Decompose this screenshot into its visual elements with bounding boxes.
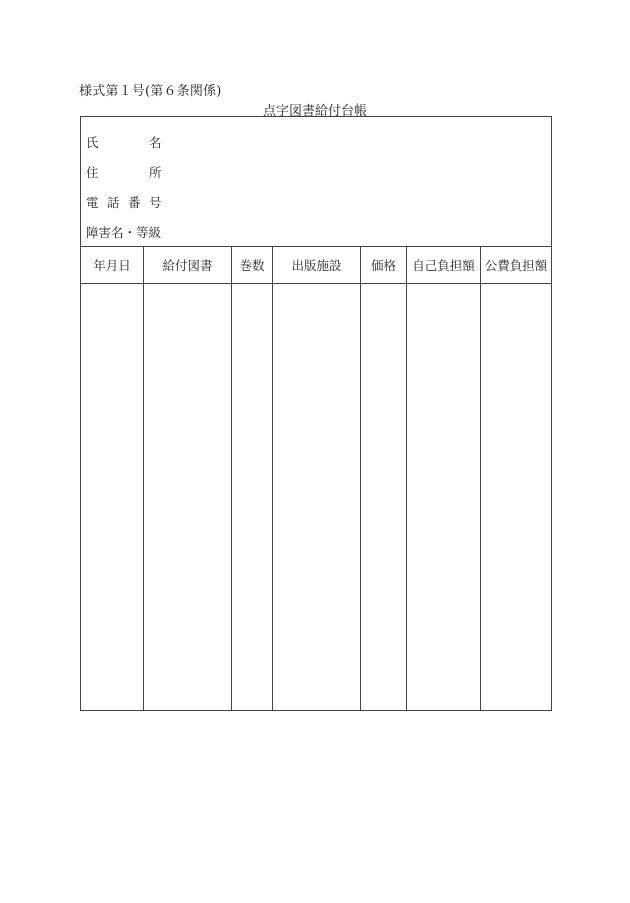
disability-label: 障害名・等級 [86, 225, 162, 240]
ledger-table [81, 247, 551, 711]
address-label-char-1: 住 [86, 165, 99, 180]
form-number: 様式第１号(第６条関係) [79, 84, 222, 99]
column-volumes [232, 247, 273, 711]
column-header: 給付図書 [144, 247, 231, 284]
column-date [81, 247, 144, 711]
phone-label-char-4: 号 [149, 195, 162, 210]
column-publisher [273, 247, 361, 711]
ledger-form [80, 116, 552, 711]
column-public-pay [481, 247, 551, 711]
column-header: 価格 [361, 247, 406, 284]
phone-label-char-2: 話 [107, 195, 120, 210]
name-label-char-2: 名 [149, 135, 162, 150]
column-price [361, 247, 407, 711]
applicant-info-section [81, 117, 551, 247]
column-book [144, 247, 232, 711]
column-header: 巻数 [232, 247, 272, 284]
document-title: 点字図書給付台帳 [262, 104, 367, 119]
name-label-char-1: 氏 [86, 135, 99, 150]
address-label-char-2: 所 [149, 165, 162, 180]
column-header: 出版施設 [273, 247, 360, 284]
column-header: 自己負担額 [407, 247, 480, 284]
phone-label-char-1: 電 [86, 195, 99, 210]
column-header: 公費負担額 [481, 247, 551, 284]
column-header: 年月日 [81, 247, 143, 284]
phone-label-char-3: 番 [128, 195, 141, 210]
column-self-pay [407, 247, 481, 711]
